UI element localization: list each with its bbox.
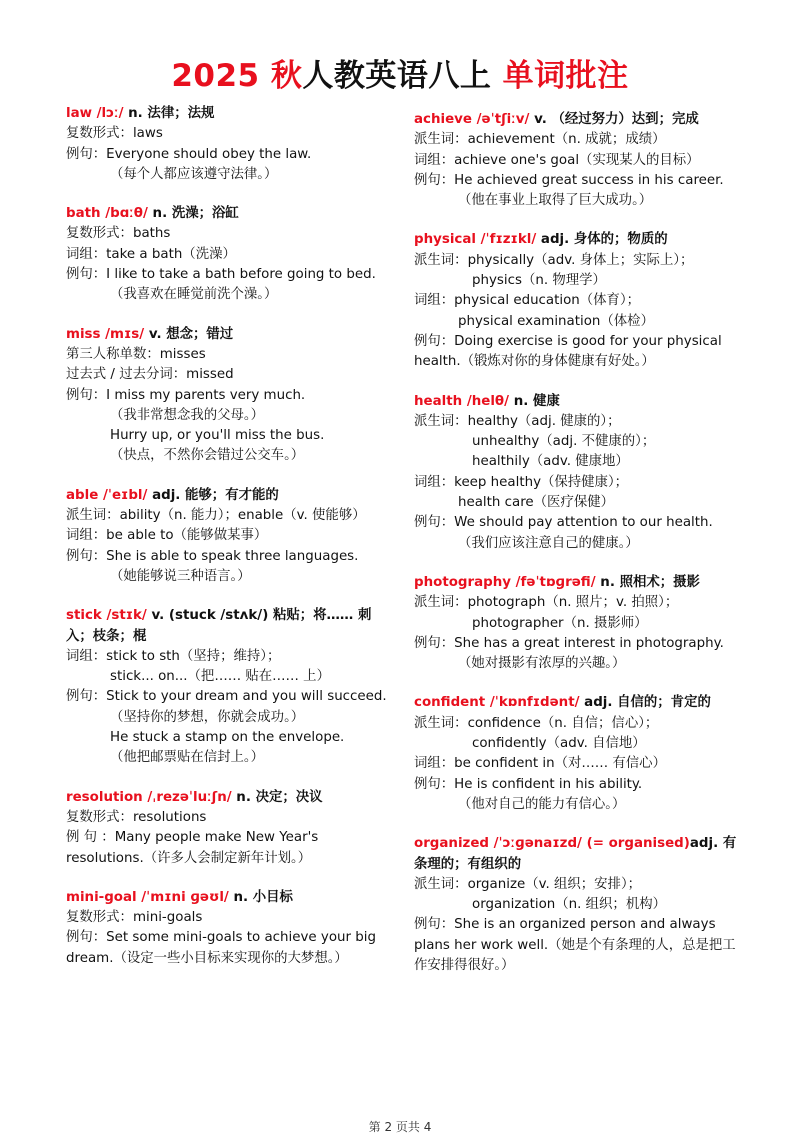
line-text: （我非常想念我的父母。） xyxy=(110,407,264,423)
entry-headword xyxy=(66,788,388,808)
headword-meaning: adj. 身体的；物质的 xyxy=(536,232,668,248)
title-subject: 人教英语八上 xyxy=(302,58,492,94)
entry-line xyxy=(414,271,746,291)
line-text: （坚持你的梦想，你就会成功。） xyxy=(110,709,305,725)
entry-line xyxy=(414,513,746,533)
entry-line xyxy=(66,165,388,185)
line-text: healthily（adv. 健康地） xyxy=(472,454,629,470)
line-label: 词组： xyxy=(414,474,455,490)
line-text: physical examination（体检） xyxy=(458,313,654,329)
entry-headword xyxy=(66,888,388,908)
line-label: 派生词： xyxy=(414,413,468,429)
headword-phonetic: achieve /əˈtʃiːv/ xyxy=(414,112,530,127)
line-text: Many people make New Year's xyxy=(114,830,319,846)
headword-meaning: v. (stuck /stʌk/) 粘贴；将…… 刺入；枝条；棍 xyxy=(66,608,372,644)
entry-line xyxy=(66,908,388,928)
line-label: 复数形式： xyxy=(66,809,133,825)
entry-headword xyxy=(66,606,388,647)
line-text: Hurry up, or you'll miss the bus. xyxy=(110,428,325,444)
entry-line xyxy=(66,124,388,144)
entry-line xyxy=(414,151,746,171)
entry-line xyxy=(66,426,388,446)
headword-meaning: n. 健康 xyxy=(509,393,560,409)
line-text: Doing exercise is good for your physical xyxy=(454,333,722,349)
line-label: 词组： xyxy=(414,152,455,168)
line-text: Set some mini-goals to achieve your big xyxy=(106,930,376,946)
vocab-entry xyxy=(66,325,388,467)
headword-phonetic: health /helθ/ xyxy=(414,393,510,409)
headword-meaning: adj. 有条理的；有组织的 xyxy=(414,836,737,872)
line-text: He is confident in his ability. xyxy=(454,776,643,792)
line-label: 派生词： xyxy=(66,508,120,524)
line-text: She has a great interest in photography. xyxy=(454,635,724,651)
entry-line xyxy=(414,634,746,654)
line-text: physics（n. 物理学） xyxy=(472,273,606,289)
entry-line xyxy=(414,352,746,372)
line-text: baths xyxy=(132,226,171,242)
headword-phonetic: resolution /ˌrezəˈluːʃn/ xyxy=(66,789,232,805)
line-label: 例 句 ： xyxy=(66,830,115,846)
line-text: I like to take a bath before going to bed. xyxy=(106,267,376,283)
line-text: confidence（n. 自信；信心）； xyxy=(467,715,659,731)
entry-line xyxy=(66,345,388,365)
line-text: confidently（adv. 自信地） xyxy=(472,736,646,752)
vocab-entry xyxy=(66,204,388,305)
vocab-entry xyxy=(414,834,746,976)
headword-phonetic: law /lɔː/ xyxy=(66,106,124,121)
line-label: 派生词： xyxy=(414,132,468,148)
entry-line xyxy=(66,446,388,466)
line-label: 第三人称单数： xyxy=(66,346,160,362)
line-text: （他把邮票贴在信封上。） xyxy=(110,750,264,766)
entry-line xyxy=(66,728,388,748)
line-label: 例句： xyxy=(66,146,107,162)
line-text: She is able to speak three languages. xyxy=(106,548,359,564)
vocab-entry xyxy=(66,104,388,185)
line-text: （她对摄影有浓厚的兴趣。） xyxy=(458,656,626,672)
entry-line xyxy=(66,285,388,305)
line-text: photographer（n. 摄影师） xyxy=(472,615,648,631)
line-text: ability（n. 能力）；enable（v. 使能够） xyxy=(119,508,366,524)
entry-line xyxy=(414,191,746,211)
vocab-entry xyxy=(66,606,388,768)
line-text: unhealthy（adj. 不健康的）； xyxy=(472,434,656,450)
line-text: I miss my parents very much. xyxy=(106,387,306,403)
entry-line xyxy=(414,452,746,472)
line-text: health.（锻炼对你的身体健康有好处。） xyxy=(414,354,655,370)
headword-meaning: n. 洗澡；浴缸 xyxy=(147,206,239,222)
entry-line xyxy=(414,714,746,734)
line-text: plans her work well.（她是个有条理的人，总是把工作安排得很好。） xyxy=(414,937,736,973)
vocab-entry xyxy=(66,888,388,969)
line-label: 复数形式： xyxy=(66,910,133,926)
vocab-entry xyxy=(414,693,746,815)
page-footer: 第 2 页共 4 xyxy=(368,1120,432,1134)
entry-line xyxy=(66,708,388,728)
vocab-entry xyxy=(414,110,746,211)
headword-phonetic: confident /ˈkɒnfɪdənt/ xyxy=(414,695,580,711)
entry-line xyxy=(414,936,746,977)
line-text: He stuck a stamp on the envelope. xyxy=(110,730,345,746)
entry-line xyxy=(66,506,388,526)
line-label: 例句： xyxy=(414,172,455,188)
headword-meaning: n. 照相术；摄影 xyxy=(595,574,700,590)
headword-meaning: v. （经过努力）达到；完成 xyxy=(529,112,699,127)
line-text: （快点，不然你会错过公交车。） xyxy=(110,448,305,464)
line-text: Stick to your dream and you will succeed. xyxy=(106,689,387,705)
line-text: Everyone should obey the law. xyxy=(106,146,312,162)
line-label: 例句： xyxy=(414,515,455,531)
line-text: take a bath（洗澡） xyxy=(106,246,236,262)
line-label: 词组： xyxy=(414,756,455,772)
line-text: be able to（能够做某事） xyxy=(106,528,268,544)
line-text: （他在事业上取得了巨大成功。） xyxy=(458,193,653,209)
entry-line xyxy=(66,928,388,948)
entry-line xyxy=(414,593,746,613)
entry-line xyxy=(414,251,746,271)
entry-line xyxy=(414,412,746,432)
entry-line xyxy=(66,526,388,546)
line-label: 例句： xyxy=(414,776,455,792)
headword-phonetic: stick /stɪk/ xyxy=(66,608,147,624)
entry-line xyxy=(66,145,388,165)
line-text: be confident in（对…… 有信心） xyxy=(454,756,666,772)
entry-line xyxy=(414,493,746,513)
entry-headword xyxy=(66,486,388,506)
entry-headword xyxy=(414,573,746,593)
line-text: dream.（设定一些小目标来实现你的大梦想。） xyxy=(66,950,348,966)
line-text: physically（adv. 身体上；实际上）； xyxy=(467,252,694,268)
line-text: keep healthy（保持健康）； xyxy=(454,474,629,490)
line-text: organize（v. 组织；安排）； xyxy=(467,876,642,892)
entry-line xyxy=(66,808,388,828)
line-text: achieve one's goal（实现某人的目标） xyxy=(454,152,700,168)
headword-meaning: n. 小目标 xyxy=(228,889,293,905)
headword-meaning: adj. 自信的；肯定的 xyxy=(579,695,711,711)
vocab-entry xyxy=(66,486,388,587)
headword-phonetic: mini-goal /ˈmɪni ɡəʊl/ xyxy=(66,889,229,905)
line-label: 复数形式： xyxy=(66,126,133,142)
line-label: 过去式 / 过去分词： xyxy=(66,367,187,383)
line-text: misses xyxy=(159,346,206,362)
line-text: We should pay attention to our health. xyxy=(454,515,713,531)
line-text: health care（医疗保健） xyxy=(458,495,615,511)
entry-line xyxy=(66,547,388,567)
headword-phonetic: able /ˈeɪbl/ xyxy=(66,487,148,503)
line-label: 例句： xyxy=(66,387,107,403)
line-text: （她能够说三种语言。） xyxy=(110,568,251,584)
entry-line xyxy=(414,754,746,774)
entry-line xyxy=(414,775,746,795)
right-column xyxy=(414,110,746,995)
line-label: 词组： xyxy=(414,293,455,309)
vocab-entry xyxy=(66,788,388,869)
entry-line xyxy=(66,406,388,426)
line-text: He achieved great success in his career. xyxy=(454,172,724,188)
entry-line xyxy=(66,949,388,969)
line-label: 派生词： xyxy=(414,252,468,268)
line-label: 例句： xyxy=(66,548,107,564)
entry-headword xyxy=(66,325,388,345)
headword-phonetic: physical /ˈfɪzɪkl/ xyxy=(414,232,537,248)
line-text: photograph（n. 照片；v. 拍照）； xyxy=(467,595,679,611)
line-label: 词组： xyxy=(66,528,107,544)
entry-headword xyxy=(414,392,746,412)
headword-meaning: n. 法律；法规 xyxy=(123,106,215,121)
entry-headword xyxy=(66,104,388,124)
line-text: physical education（体育）； xyxy=(454,293,641,309)
line-label: 例句： xyxy=(414,333,455,349)
entry-line xyxy=(66,365,388,385)
headword-meaning: adj. 能够；有才能的 xyxy=(147,487,279,503)
line-text: stick... on...（把…… 贴在…… 上） xyxy=(110,669,330,685)
page-title xyxy=(0,56,800,96)
entry-line xyxy=(66,567,388,587)
line-label: 词组： xyxy=(66,648,107,664)
entry-line xyxy=(66,828,388,848)
line-label: 例句： xyxy=(66,930,107,946)
headword-phonetic: bath /bɑːθ/ xyxy=(66,206,148,222)
entry-line xyxy=(414,432,746,452)
title-year: 2025 秋 xyxy=(171,58,303,94)
vocab-entry xyxy=(414,573,746,674)
line-text: （我喜欢在睡觉前洗个澡。） xyxy=(110,287,278,303)
entry-line xyxy=(414,534,746,554)
line-label: 例句： xyxy=(414,635,455,651)
entry-line xyxy=(66,667,388,687)
entry-line xyxy=(66,687,388,707)
entry-line xyxy=(414,915,746,935)
line-text: resolutions xyxy=(132,809,207,825)
entry-line xyxy=(66,224,388,244)
title-topic: 单词批注 xyxy=(491,58,629,94)
line-text: laws xyxy=(132,126,163,142)
entry-headword xyxy=(66,204,388,224)
line-label: 例句： xyxy=(66,267,107,283)
line-label: 派生词： xyxy=(414,595,468,611)
entry-line xyxy=(66,386,388,406)
entry-line xyxy=(66,245,388,265)
line-text: organization（n. 组织；机构） xyxy=(472,897,666,913)
entry-line xyxy=(66,647,388,667)
entry-line xyxy=(414,614,746,634)
line-text: resolutions.（许多人会制定新年计划。） xyxy=(66,850,312,866)
line-text: She is an organized person and always xyxy=(454,917,716,933)
entry-line xyxy=(66,849,388,869)
line-text: missed xyxy=(186,367,234,383)
entry-line xyxy=(414,734,746,754)
entry-line xyxy=(414,332,746,352)
headword-meaning: v. 想念；错过 xyxy=(144,326,234,342)
entry-line xyxy=(414,130,746,150)
line-text: healthy（adj. 健康的）； xyxy=(467,413,621,429)
line-label: 派生词： xyxy=(414,876,468,892)
entry-line xyxy=(66,748,388,768)
entry-line xyxy=(414,895,746,915)
entry-line xyxy=(414,312,746,332)
vocab-entry xyxy=(414,230,746,372)
line-text: mini-goals xyxy=(132,910,203,926)
entry-line xyxy=(414,291,746,311)
line-label: 复数形式： xyxy=(66,226,133,242)
line-label: 例句： xyxy=(66,689,107,705)
entry-line xyxy=(414,171,746,191)
line-text: （每个人都应该遵守法律。） xyxy=(110,166,278,182)
entry-line xyxy=(414,473,746,493)
entry-headword xyxy=(414,693,746,713)
line-label: 派生词： xyxy=(414,715,468,731)
line-text: achievement（n. 成就；成绩） xyxy=(467,132,666,148)
entry-line xyxy=(66,265,388,285)
entry-headword xyxy=(414,834,746,875)
entry-headword xyxy=(414,230,746,250)
headword-phonetic: miss /mɪs/ xyxy=(66,326,145,342)
line-label: 例句： xyxy=(414,917,455,933)
entry-headword xyxy=(414,110,746,130)
headword-phonetic: photography /fəˈtɒɡrəfi/ xyxy=(414,574,596,590)
vocab-entry xyxy=(414,392,746,554)
line-text: stick to sth（坚持；维持）； xyxy=(106,648,281,664)
headword-phonetic: organized /ˈɔːɡənaɪzd/ (= organised) xyxy=(414,836,690,852)
entry-line xyxy=(414,795,746,815)
headword-meaning: n. 决定；决议 xyxy=(231,789,323,805)
line-text: （我们应该注意自己的健康。） xyxy=(458,535,639,551)
left-column xyxy=(66,104,388,988)
entry-line xyxy=(414,875,746,895)
line-label: 词组： xyxy=(66,246,107,262)
entry-line xyxy=(414,654,746,674)
line-text: （他对自己的能力有信心。） xyxy=(458,796,626,812)
